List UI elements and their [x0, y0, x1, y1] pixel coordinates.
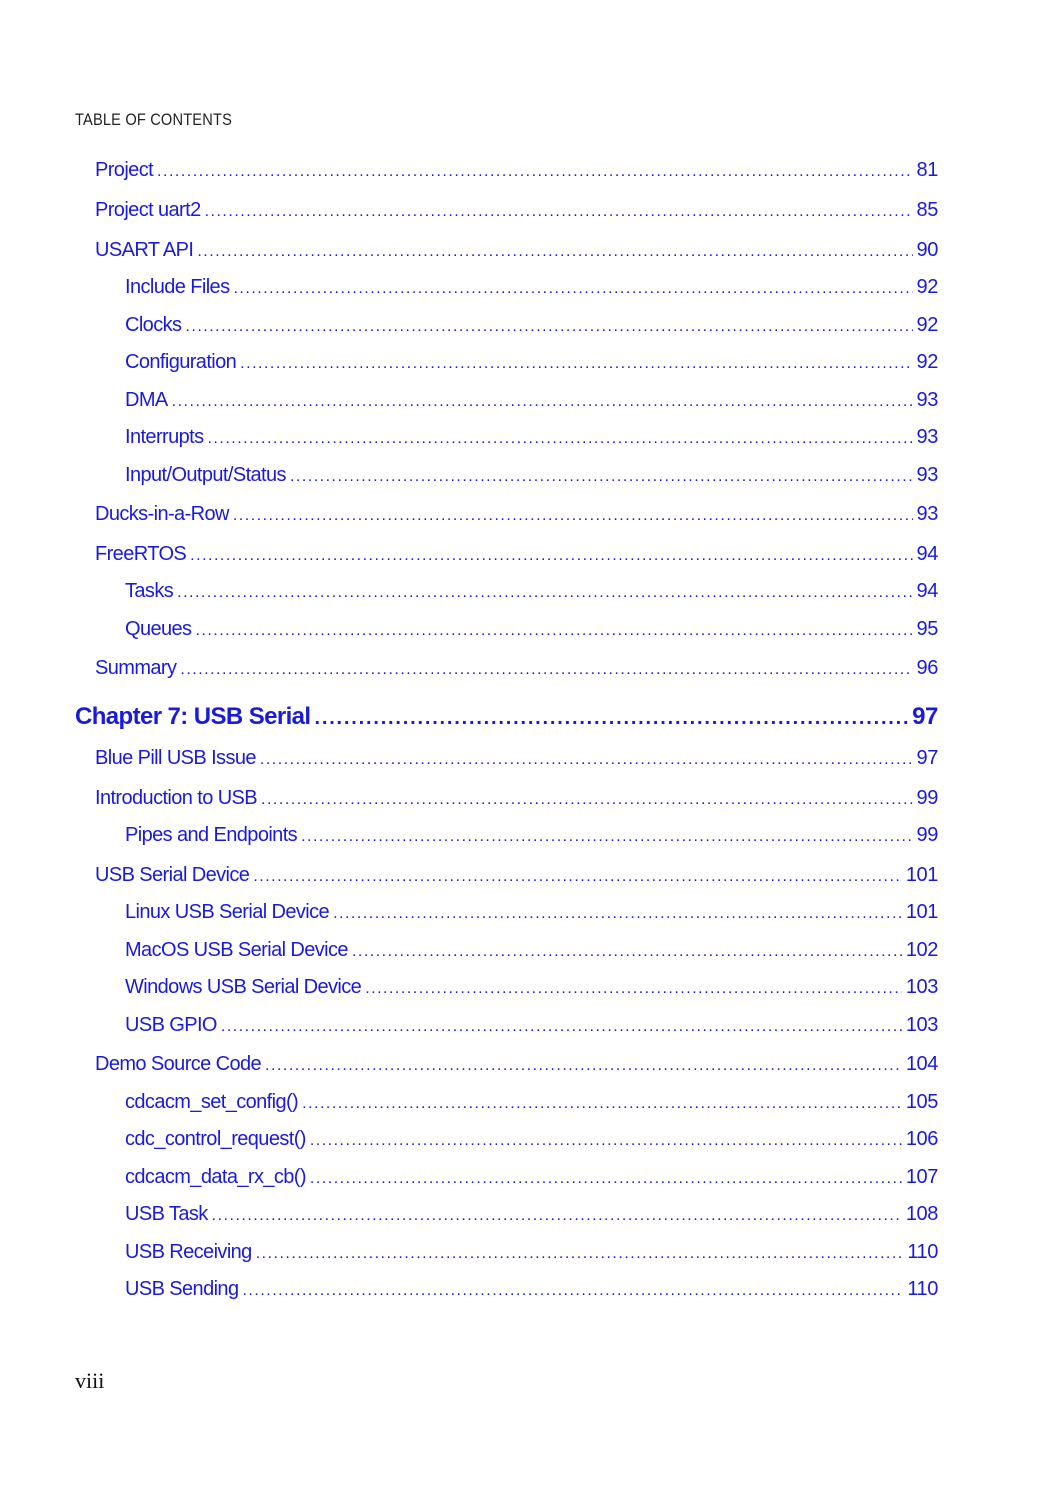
dot-leader [172, 390, 913, 414]
toc-entry-label: cdcacm_data_rx_cb() [125, 1166, 306, 1188]
dot-leader [301, 825, 912, 849]
toc-entry-interrupts[interactable] [125, 425, 938, 451]
dot-leader [207, 427, 912, 451]
toc-entry-label: USB Receiving [125, 1241, 252, 1263]
toc-entry-page: 102 [905, 939, 938, 961]
toc-entry-label: Blue Pill USB Issue [95, 747, 256, 769]
toc-entry-page: 94 [916, 580, 938, 602]
dot-leader [242, 1279, 903, 1303]
toc-entry-project[interactable] [95, 158, 938, 184]
toc-entry-page: 95 [916, 618, 938, 640]
toc-entry-cdcacm-set-config[interactable] [125, 1090, 938, 1116]
toc-entry-usb-task[interactable] [125, 1202, 938, 1228]
dot-leader [177, 581, 912, 605]
toc-entry-page: 96 [916, 657, 938, 679]
dot-leader [333, 902, 902, 926]
toc-entry-configuration[interactable] [125, 350, 938, 376]
toc-entry-cdcacm-data-rx-cb[interactable] [125, 1165, 938, 1191]
dot-leader [310, 1129, 902, 1153]
dot-leader [302, 1092, 902, 1116]
toc-entry-demo-source-code[interactable] [95, 1052, 938, 1078]
toc-entry-label: Windows USB Serial Device [125, 976, 362, 998]
dot-leader [256, 1242, 904, 1266]
toc-entry-label: Configuration [125, 351, 237, 373]
toc-entry-label: Demo Source Code [95, 1053, 262, 1075]
toc-entry-page: 93 [916, 464, 938, 486]
dot-leader [261, 788, 913, 812]
toc-entry-input-output-status[interactable] [125, 463, 938, 489]
toc-entry-usb-gpio[interactable] [125, 1013, 938, 1039]
dot-leader [290, 465, 913, 489]
toc-entry-label: Summary [95, 657, 177, 679]
toc-entry-page: 104 [905, 1053, 938, 1075]
page-number: viii [75, 1368, 105, 1393]
toc-entry-page: 108 [905, 1203, 938, 1225]
toc-entry-label: Interrupts [125, 426, 204, 448]
dot-leader [233, 504, 913, 528]
toc-chapter-7-usb-serial[interactable] [75, 703, 938, 732]
toc-entry-summary[interactable] [95, 656, 938, 682]
toc-entry-label: cdc_control_request() [125, 1128, 306, 1150]
toc-entry-page: 110 [907, 1278, 938, 1300]
dot-leader [197, 240, 912, 264]
toc-entry-label: Project [95, 159, 154, 181]
toc-entry-label: Clocks [125, 314, 182, 336]
toc-entry-introduction-to-usb[interactable] [95, 786, 938, 812]
toc-entry-pipes-and-endpoints[interactable] [125, 823, 938, 849]
dot-leader [253, 865, 902, 889]
toc-entry-macos-usb-serial-device[interactable] [125, 938, 938, 964]
dot-leader [190, 544, 912, 568]
toc-entry-clocks[interactable] [125, 313, 938, 339]
dot-leader [221, 1015, 902, 1039]
toc-chapter-page: 97 [912, 703, 938, 730]
toc-entry-page: 85 [916, 199, 938, 221]
dot-leader [310, 1167, 902, 1191]
dot-leader [233, 277, 912, 301]
toc-entry-page: 110 [907, 1241, 938, 1263]
toc-entry-page: 92 [916, 314, 938, 336]
toc-entry-page: 92 [916, 351, 938, 373]
toc-entry-label: USB GPIO [125, 1014, 217, 1036]
toc-entry-cdc-control-request[interactable] [125, 1127, 938, 1153]
toc-entry-label: USB Task [125, 1203, 208, 1225]
toc-entry-page: 103 [905, 976, 938, 998]
toc-entry-page: 93 [916, 426, 938, 448]
toc-entry-page: 81 [916, 159, 938, 181]
dot-leader [352, 940, 902, 964]
toc-entry-usart-api[interactable] [95, 238, 938, 264]
toc-entry-include-files[interactable] [125, 275, 938, 301]
toc-entry-label: Linux USB Serial Device [125, 901, 330, 923]
toc-entry-windows-usb-serial-device[interactable] [125, 975, 938, 1001]
toc-entry-page: 105 [905, 1091, 938, 1113]
toc-entry-page: 106 [905, 1128, 938, 1150]
toc-entry-label: Introduction to USB [95, 787, 258, 809]
toc-entry-usb-serial-device[interactable] [95, 863, 938, 889]
toc-chapter-label: Chapter 7: USB Serial [75, 703, 311, 730]
dot-leader [157, 160, 913, 184]
toc-entry-linux-usb-serial-device[interactable] [125, 900, 938, 926]
toc-entry-page: 97 [916, 747, 938, 769]
dot-leader [265, 1054, 902, 1078]
toc-entry-page: 94 [916, 543, 938, 565]
toc-entry-label: Ducks-in-a-Row [95, 503, 229, 525]
toc-entry-label: Pipes and Endpoints [125, 824, 298, 846]
toc-entry-page: 92 [916, 276, 938, 298]
dot-leader [185, 315, 912, 339]
toc-entry-label: USART API [95, 239, 194, 261]
toc-entry-page: 101 [905, 901, 938, 923]
toc-entry-label: Input/Output/Status [125, 464, 286, 486]
toc-entry-usb-receiving[interactable] [125, 1240, 938, 1266]
toc-entry-page: 99 [916, 824, 938, 846]
dot-leader [260, 748, 913, 772]
dot-leader [240, 352, 912, 376]
toc-entry-tasks[interactable] [125, 579, 938, 605]
toc-entry-label: MacOS USB Serial Device [125, 939, 348, 961]
toc-entry-page: 93 [916, 389, 938, 411]
toc-entry-label: DMA [125, 389, 168, 411]
toc-entry-page: 103 [905, 1014, 938, 1036]
toc-entry-label: USB Serial Device [95, 864, 250, 886]
toc-entry-label: Include Files [125, 276, 230, 298]
toc-entry-ducks-in-a-row[interactable] [95, 502, 938, 528]
toc-entry-freertos[interactable] [95, 542, 938, 568]
toc-entry-label: Project uart2 [95, 199, 201, 221]
dot-leader [205, 200, 913, 224]
toc-entry-page: 99 [916, 787, 938, 809]
toc-entry-label: Tasks [125, 580, 174, 602]
dot-leader [195, 619, 912, 643]
toc-entry-project-uart2[interactable] [95, 198, 938, 224]
dot-leader [314, 704, 908, 732]
toc-entry-page: 90 [916, 239, 938, 261]
toc-entry-label: cdcacm_set_config() [125, 1091, 299, 1113]
toc-entry-queues[interactable] [125, 617, 938, 643]
toc-entry-blue-pill-usb-issue[interactable] [95, 746, 938, 772]
toc-entry-usb-sending[interactable] [125, 1277, 938, 1303]
toc-entry-page: 93 [916, 503, 938, 525]
toc-entry-page: 107 [905, 1166, 938, 1188]
toc-entry-dma[interactable] [125, 388, 938, 414]
dot-leader [212, 1204, 902, 1228]
dot-leader [180, 658, 912, 682]
toc-entry-label: Queues [125, 618, 192, 640]
dot-leader [365, 977, 902, 1001]
toc-entry-page: 101 [905, 864, 938, 886]
running-head: TABLE OF CONTENTS [75, 110, 233, 129]
toc-entry-label: FreeRTOS [95, 543, 187, 565]
toc-entry-label: USB Sending [125, 1278, 239, 1300]
